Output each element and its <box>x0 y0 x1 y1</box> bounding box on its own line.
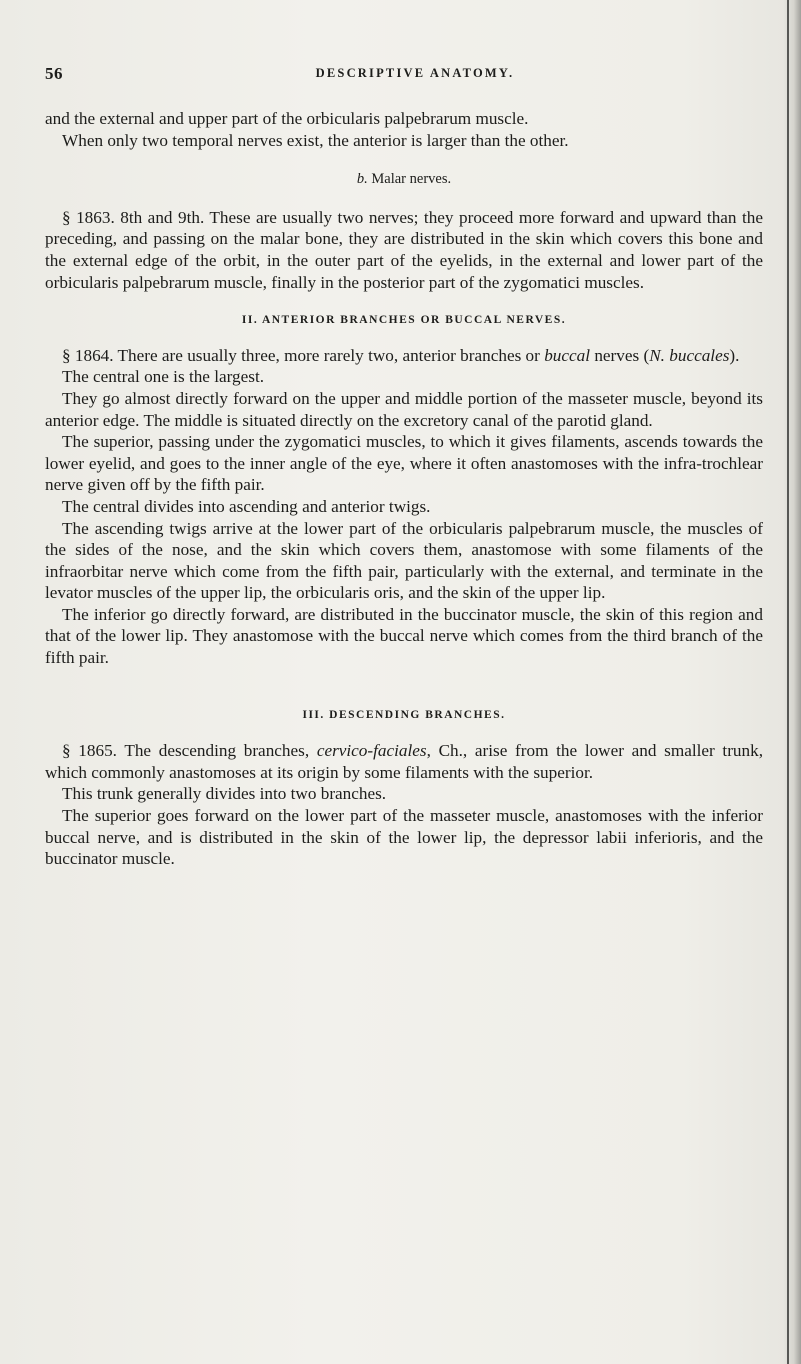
paragraph: This trunk generally divides into two branches. <box>62 784 387 804</box>
paragraph: The superior, passing under the zygomatici muscles, to which it gives filaments, ascends towards the lower eyelid, and goes to the inner angle of the eye, where it often anastomoses with the infra-trochlear nerve given off by the fifth pair. <box>45 432 763 495</box>
subsection-title: Malar nerves. <box>367 171 452 188</box>
text-run: § 1865. The descending branches, <box>62 741 317 761</box>
italic-term-n-buccales: N. buccales <box>649 345 730 365</box>
paragraph: The central divides into ascending and anterior twigs. <box>62 496 431 516</box>
text-run: § 1864. There are usually three, more rarely two, anterior branches or <box>62 345 545 365</box>
subsection-heading-malar <box>45 169 763 191</box>
subsection-letter: b. <box>356 171 368 188</box>
paragraph-1864 <box>45 345 763 367</box>
page-number: 56 <box>45 64 63 83</box>
page-edge-line <box>787 0 789 1364</box>
section-heading-anterior-branches: II. ANTERIOR BRANCHES OR BUCCAL NERVES. <box>241 314 567 327</box>
paragraph-1863: § 1863. 8th and 9th. These are usually two nerves; they proceed more forward and upward than the preceding, and passing on the malar bone, they are distributed in the skin which covers this bone and the external edge of the orbit, in the outer part of the eyelids, in the external and lower part of the orbicularis palpebrarum muscle, finally in the posterior part of the zygomatici muscles. <box>45 207 763 292</box>
text-run: nerves ( <box>590 345 650 365</box>
page-body <box>45 108 763 870</box>
paragraph: The inferior go directly forward, are distributed in the buccinator muscle, the skin of this region and that of the lower lip. They anastomose with the buccal nerve which comes from the third branch of the fifth pair. <box>45 604 763 668</box>
text-run: ). <box>729 345 740 365</box>
paragraph: When only two temporal nerves exist, the anterior is larger than the other. <box>62 130 569 150</box>
paragraph: They go almost directly forward on the upper and middle portion of the masseter muscle, beyond its anterior edge. The middle is situated directly on the excretory canal of the parotid gland. <box>45 388 763 430</box>
italic-term-cervico-faciales: cervico-faciales <box>316 741 427 761</box>
paragraph-continued: and the external and upper part of the orbicularis palpebrarum muscle. <box>45 109 529 128</box>
paragraph-1865 <box>45 740 763 783</box>
paragraph: The superior goes forward on the lower part of the masseter muscle, anastomoses with the inferior buccal nerve, and is distributed in the skin of the lower lip, the depressor labii inferioris, and the buccinator muscle. <box>45 806 763 869</box>
paragraph: The central one is the largest. <box>62 367 265 387</box>
page-edge-shadow <box>783 0 801 1364</box>
page-header <box>45 64 745 88</box>
running-head: DESCRIPTIVE ANATOMY. <box>315 66 515 80</box>
paragraph: The ascending twigs arrive at the lower part of the orbicularis palpebrarum muscle, the muscles of the sides of the nose, and the skin which covers them, anastomose with some filaments of the infraorbitar nerve which come from the fifth pair, particularly with the external, and terminate in the levator muscles of the upper lip, the orbicularis oris, and the skin of the upper lip. <box>45 518 763 603</box>
section-heading-descending-branches: III. DESCENDING BRANCHES. <box>302 708 506 721</box>
italic-term-buccal: buccal <box>544 345 591 365</box>
text-run: , Ch., arise from the lower and smaller trunk, which commonly anastomoses at its origin by some filaments with the superior. <box>45 741 763 782</box>
